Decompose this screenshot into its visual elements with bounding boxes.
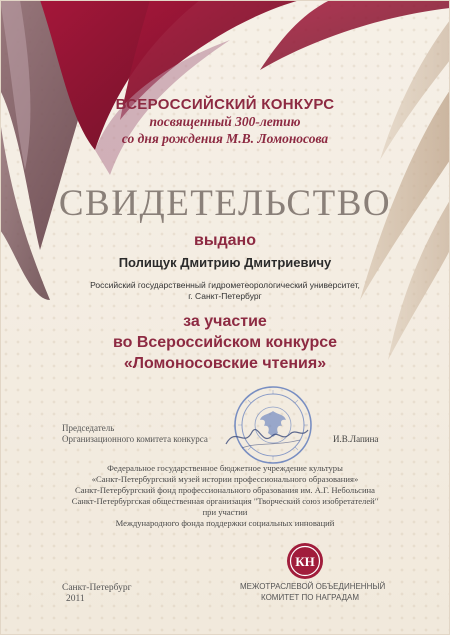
organizer-line: Федеральное государственное бюджетное учреждение культуры	[107, 463, 343, 473]
document-title: СВИДЕТЕЛЬСТВО	[58, 183, 392, 224]
organizer-line: при участии	[202, 507, 248, 517]
organizer-line: «Санкт-Петербургский музей истории профессионального образования»	[91, 474, 359, 484]
committee-name-line-1: МЕЖОТРАСЛЕВОЙ ОБЪЕДИНЕННЫЙ	[240, 582, 386, 591]
organizer-line: Международного фонда поддержки социальных инноваций	[115, 518, 335, 528]
chairman-committee: Организационного комитета конкурса	[62, 434, 208, 444]
committee-logo-letters: КН	[295, 554, 315, 569]
dedication-line-2: со дня рождения М.В. Ломоносова	[121, 131, 329, 146]
recipient-city: г. Санкт-Петербург	[188, 291, 262, 301]
reason-line-2: во Всероссийском конкурсе	[112, 334, 338, 351]
signer-name: И.В.Лапина	[333, 434, 379, 444]
issue-year: 2011	[66, 594, 85, 604]
recipient-name: Полищук Дмитрию Дмитриевичу	[118, 255, 332, 270]
contest-title: ВСЕРОССИЙСКИЙ КОНКУРС	[115, 96, 335, 113]
handwritten-signature	[222, 418, 312, 454]
recipient-organization: Российский государственный гидрометеорологический университет,	[90, 280, 360, 290]
dedication-line-1: посвященный 300-летию	[149, 114, 301, 129]
committee-logo-icon	[285, 541, 325, 581]
committee-name-line-2: КОМИТЕТ ПО НАГРАДАМ	[261, 593, 359, 602]
reason-line-3: «Ломоносовские чтения»	[123, 355, 327, 372]
issue-city: Санкт-Петербург	[62, 583, 132, 593]
chairman-title: Председатель	[62, 423, 115, 433]
issued-label: выдано	[194, 232, 256, 249]
organizer-line: Санкт-Петербургский фонд профессионального образования им. А.Г. Небольсина	[75, 485, 375, 495]
reason-line-1: за участие	[183, 313, 267, 330]
organizer-line: Санкт-Петербургская общественная организация "Творческий союз изобретателей"	[71, 496, 379, 506]
